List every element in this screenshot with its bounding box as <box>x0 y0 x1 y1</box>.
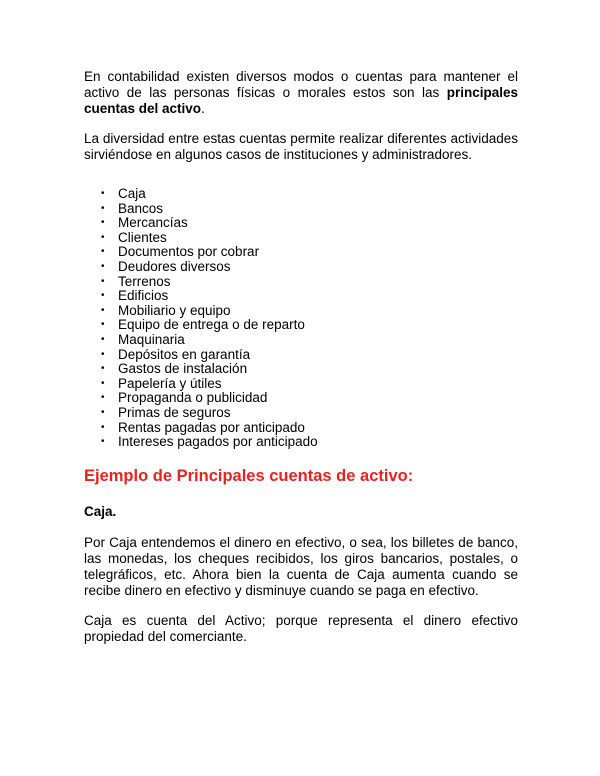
document-page <box>84 69 518 645</box>
intro-text: En contabilidad existen diversos modos o cuentas para mantener el activo de las personas físicas o morales estos son las <box>84 69 518 100</box>
bullet-icon: • <box>101 377 105 389</box>
list-item <box>84 348 518 363</box>
list-item <box>84 245 518 260</box>
list-item <box>84 421 518 436</box>
list-item <box>84 435 518 450</box>
bullet-icon: • <box>101 348 105 360</box>
list-item <box>84 260 518 275</box>
bullet-icon: • <box>101 333 105 345</box>
list-item <box>84 391 518 406</box>
diversity-paragraph: La diversidad entre estas cuentas permite realizar diferentes actividades sirviéndose en algunos casos de instituciones y administradores. <box>84 131 518 162</box>
list-item <box>84 216 518 231</box>
list-item-label: Documentos por cobrar <box>118 244 260 260</box>
list-item-label: Primas de seguros <box>118 404 231 420</box>
bullet-icon: • <box>101 202 105 214</box>
accounts-list <box>84 187 518 450</box>
list-item-label: Gastos de instalación <box>118 361 248 377</box>
list-item-label: Intereses pagados por anticipado <box>118 434 318 450</box>
list-item-label: Depósitos en garantía <box>118 346 251 362</box>
list-item <box>84 318 518 333</box>
list-item-label: Mobiliario y equipo <box>118 302 231 318</box>
bullet-icon: • <box>101 436 105 448</box>
list-item-label: Edificios <box>118 288 169 304</box>
bullet-icon: • <box>101 217 105 229</box>
list-item-label: Rentas pagadas por anticipado <box>118 419 305 435</box>
list-item-label: Equipo de entrega o de reparto <box>118 317 305 333</box>
list-item-label: Caja <box>118 186 146 201</box>
list-item-label: Maquinaria <box>118 331 185 347</box>
bullet-icon: • <box>101 421 105 433</box>
example-heading: Ejemplo de Principales cuentas de activo: <box>84 466 414 485</box>
list-item <box>84 187 518 202</box>
list-item <box>84 304 518 319</box>
list-item <box>84 202 518 217</box>
list-item-label: Mercancías <box>118 215 188 231</box>
list-item-label: Deudores diversos <box>118 258 231 274</box>
bullet-icon: • <box>101 188 105 199</box>
list-item <box>84 406 518 421</box>
bullet-icon: • <box>101 260 105 272</box>
bullet-icon: • <box>101 231 105 243</box>
bullet-icon: • <box>101 304 105 316</box>
list-item-label: Clientes <box>118 229 167 245</box>
bullet-icon: • <box>101 275 105 287</box>
list-item-label: Bancos <box>118 200 164 216</box>
bullet-icon: • <box>101 290 105 302</box>
list-item-label: Terrenos <box>118 273 171 289</box>
list-item <box>84 333 518 348</box>
list-item <box>84 377 518 392</box>
intro-bold-term: principales cuentas del activo <box>84 85 518 116</box>
intro-period: . <box>201 101 205 116</box>
bullet-icon: • <box>101 406 105 418</box>
list-item <box>84 231 518 246</box>
list-item-label: Propaganda o publicidad <box>118 390 268 406</box>
caja-note-paragraph: Caja es cuenta del Activo; porque representa el dinero efectivo propiedad del comerciante. <box>84 612 518 644</box>
list-item <box>84 289 518 304</box>
list-item <box>84 362 518 377</box>
example-subheading: Caja. <box>84 503 117 519</box>
bullet-icon: • <box>101 246 105 258</box>
caja-definition-paragraph: Por Caja entendemos el dinero en efectivo, o sea, los billetes de banco, las monedas, los cheques recibidos, los giros bancarios, postales, o telegráficos, etc. Ahora bien la cuenta de Caja aumenta cuando se recibe dinero en efectivo y disminuye cuando se paga en efectivo. <box>84 534 518 598</box>
intro-paragraph <box>84 69 518 117</box>
list-item <box>84 275 518 290</box>
bullet-icon: • <box>101 363 105 375</box>
bullet-icon: • <box>101 319 105 331</box>
bullet-icon: • <box>101 392 105 404</box>
list-item-label: Papelería y útiles <box>118 375 222 391</box>
